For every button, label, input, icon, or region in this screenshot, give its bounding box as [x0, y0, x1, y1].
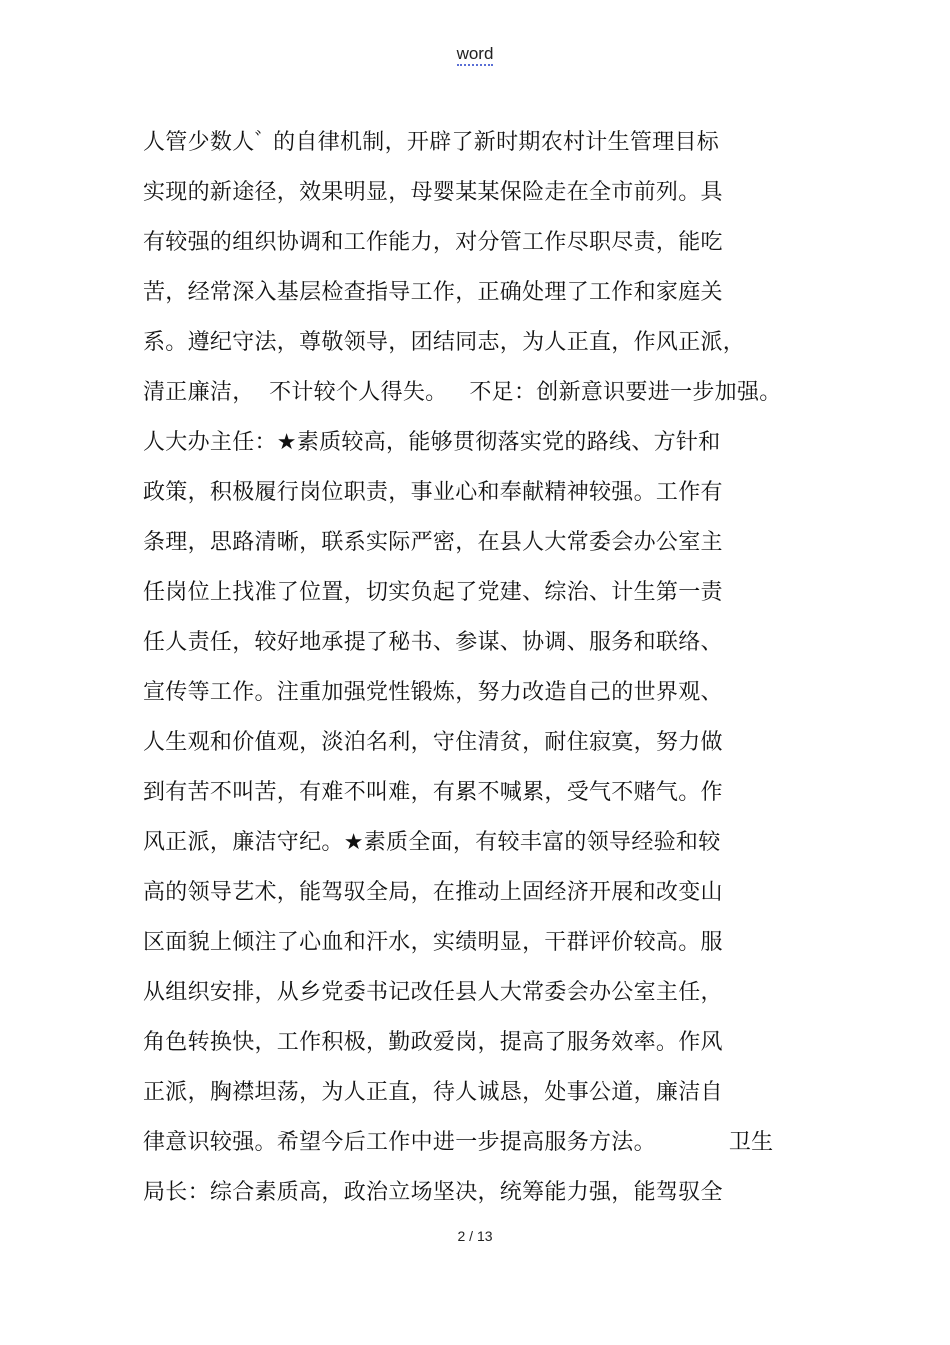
text-line: 人大办主任：★素质较高，能够贯彻落实党的路线、方针和	[143, 430, 721, 455]
text-line: 任人责任，较好地承提了秘书、参谋、协调、服务和联络、	[143, 630, 723, 655]
page-number: 2 / 13	[457, 1228, 493, 1244]
text-line: 到有苦不叫苦，有难不叫难，有累不喊累，受气不赌气。作	[143, 780, 723, 805]
text-line: 正派，胸襟坦荡，为人正直，待人诚恳，处事公道，廉洁自	[143, 1080, 723, 1105]
text-line: 清正廉洁， 不计较个人得失。 不足：创新意识要进一步加强。	[143, 380, 782, 405]
text-line: 角色转换快，工作积极，勤政爱岗，提高了服务效率。作风	[143, 1030, 723, 1055]
text-line: 局长：综合素质高，政治立场坚决，统筹能力强，能驾驭全	[143, 1180, 723, 1205]
document-body	[143, 118, 863, 1218]
text-line: 风正派，廉洁守纪。★素质全面，有较丰富的领导经验和较	[143, 830, 721, 855]
text-line: 条理，思路清晰，联系实际严密，在县人大常委会办公室主	[143, 530, 723, 555]
text-line: 系。遵纪守法，尊敬领导，团结同志，为人正直，作风正派，	[143, 330, 746, 355]
text-line: 人管少数人ﾞ 的自律机制，开辟了新时期农村计生管理目标	[143, 130, 720, 155]
text-line: 律意识较强。希望今后工作中进一步提高服务方法。 卫生	[143, 1130, 774, 1155]
text-line: 任岗位上找准了位置，切实负起了党建、综治、计生第一责	[143, 580, 723, 605]
text-line: 政策，积极履行岗位职责，事业心和奉献精神较强。工作有	[143, 480, 723, 505]
text-line: 从组织安排，从乡党委书记改任县人大常委会办公室主任，	[143, 980, 723, 1005]
header-title: word	[457, 44, 494, 66]
text-line: 宣传等工作。注重加强党性锻炼，努力改造自己的世界观、	[143, 680, 723, 705]
page-header	[0, 44, 950, 64]
text-line: 苦，经常深入基层检查指导工作，正确处理了工作和家庭关	[143, 280, 723, 305]
text-line: 高的领导艺术，能驾驭全局，在推动上固经济开展和改变山	[143, 880, 723, 905]
text-line: 有较强的组织协调和工作能力，对分管工作尽职尽责，能吃	[143, 230, 723, 255]
text-line: 区面貌上倾注了心血和汗水，实绩明显，干群评价较高。服	[143, 930, 723, 955]
text-line: 人生观和价值观，淡泊名利，守住清贫，耐住寂寞，努力做	[143, 730, 723, 755]
text-line: 实现的新途径，效果明显，母婴某某保险走在全市前列。具	[143, 180, 723, 205]
